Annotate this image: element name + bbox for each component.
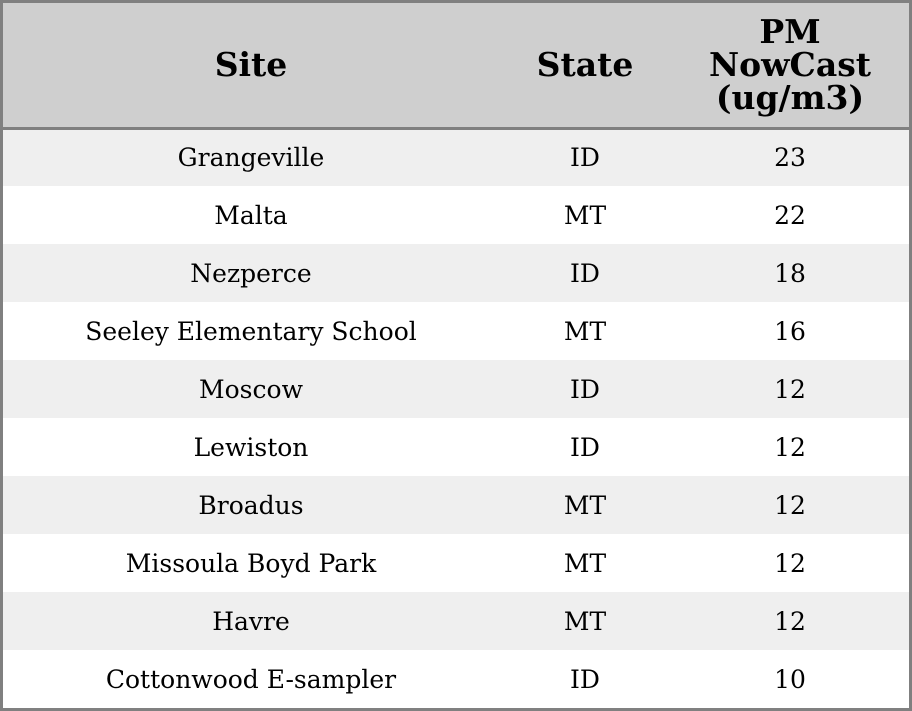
cell-site: Broadus — [198, 490, 304, 520]
table-row — [3, 534, 909, 592]
cell-pm-nowcast: 18 — [774, 258, 806, 288]
table-row — [3, 186, 909, 244]
cell-pm-nowcast: 12 — [774, 490, 806, 520]
column-header-site: Site — [3, 3, 499, 128]
cell-state: ID — [570, 258, 600, 288]
cell-state: MT — [563, 200, 607, 230]
cell-site: Lewiston — [193, 432, 309, 462]
cell-pm-nowcast: 12 — [774, 432, 806, 462]
cell-pm-nowcast: 12 — [774, 548, 806, 578]
cell-site: Havre — [212, 606, 290, 636]
table-row — [3, 476, 909, 534]
header-row — [3, 3, 909, 128]
cell-site: Missoula Boyd Park — [125, 548, 377, 578]
column-header-state: State — [499, 3, 671, 128]
table-row — [3, 592, 909, 650]
column-header-pm-nowcast-label: PM NowCast (ug/m3) — [708, 12, 872, 118]
cell-state: ID — [570, 664, 600, 694]
cell-state: ID — [570, 143, 600, 173]
cell-pm-nowcast: 16 — [774, 316, 806, 346]
table-row — [3, 418, 909, 476]
cell-pm-nowcast: 22 — [774, 200, 806, 230]
cell-state: MT — [563, 490, 607, 520]
cell-site: Cottonwood E-sampler — [105, 664, 397, 694]
pm-nowcast-table — [3, 3, 909, 708]
table-row — [3, 302, 909, 360]
cell-site: Seeley Elementary School — [85, 316, 417, 346]
table-row — [3, 128, 909, 186]
cell-site: Nezperce — [190, 258, 312, 288]
cell-state: MT — [563, 316, 607, 346]
column-header-pm-nowcast — [671, 3, 909, 128]
cell-site: Malta — [214, 200, 288, 230]
table-body — [3, 128, 909, 708]
table-row — [3, 244, 909, 302]
cell-site: Moscow — [199, 374, 303, 404]
cell-state: ID — [570, 374, 600, 404]
cell-pm-nowcast: 23 — [774, 143, 806, 173]
cell-pm-nowcast: 12 — [774, 374, 806, 404]
cell-pm-nowcast: 10 — [774, 664, 806, 694]
cell-pm-nowcast: 12 — [774, 606, 806, 636]
table-row — [3, 650, 909, 708]
cell-state: MT — [563, 548, 607, 578]
cell-state: ID — [570, 432, 600, 462]
table-header — [3, 3, 909, 128]
table-row — [3, 360, 909, 418]
cell-state: MT — [563, 606, 607, 636]
cell-site: Grangeville — [177, 143, 325, 173]
